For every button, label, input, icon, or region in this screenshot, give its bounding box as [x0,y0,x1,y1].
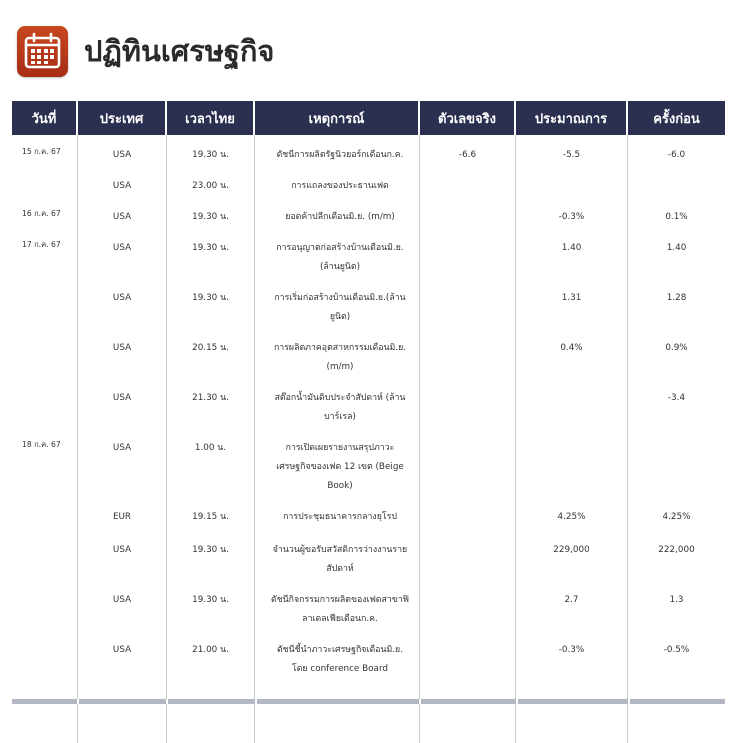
cell-date [12,278,78,328]
empty-cell [628,681,725,743]
cell-date [12,580,78,630]
cell-actual [420,166,516,197]
column-header-forecast: ประมาณการ [516,101,628,135]
cell-actual [420,530,516,580]
cell-event [255,328,420,378]
cell-actual [420,378,516,428]
empty-cell [78,681,167,743]
cell-country: USA [78,580,167,630]
event-text: การอนุญาตก่อสร้างบ้านเดือนมิ.ย.(ล้านยูนิต) [276,243,404,272]
cell-previous: 1.28 [666,293,687,303]
cell-forecast: -5.5 [516,135,628,166]
empty-cell [516,681,628,743]
cell-time: 19.30 น. [167,228,255,278]
page-title: ปฏิทินเศรษฐกิจ [84,34,275,68]
table-row [12,530,725,580]
cell-event [255,497,420,530]
cell-actual [420,328,516,378]
event-text: การเปิดเผยรายงานสรุปภาวะเศรษฐกิจของเฟด 12 เขต (Beige Book) [276,443,404,491]
cell-event [255,166,420,197]
economic-calendar-table [12,101,725,705]
cell-forecast: 1.31 [516,278,628,328]
empty-cell [12,681,78,743]
cell-date [12,166,78,197]
table-row [12,278,725,328]
cell-time: 21.30 น. [167,378,255,428]
cell-actual [420,428,516,497]
cell-country: USA [78,166,167,197]
event-text: ดัชนีชี้นำภาวะเศรษฐกิจเดือนมิ.ย. โดย conference Board [276,645,404,674]
cell-event [255,530,420,580]
cell-forecast [516,428,628,497]
empty-cell [255,681,420,743]
column-header-previous: ครั้งก่อน [628,101,725,135]
cell-event [255,378,420,428]
table-row [12,166,725,197]
cell-time: 20.15 น. [167,328,255,378]
column-header-country: ประเทศ [78,101,167,135]
cell-date [12,530,78,580]
cell-forecast: -0.3% [516,197,628,228]
cell-previous: 1.40 [666,243,687,253]
event-text: ยอดค้าปลีกเดือนมิ.ย. (m/m) [285,212,395,222]
cell-event [255,197,420,228]
cell-country: USA [78,135,167,166]
table-row [12,228,725,278]
column-header-actual: ตัวเลขจริง [420,101,516,135]
event-text: การประชุมธนาคารกลางยุโรป [283,512,397,522]
cell-event [255,630,420,681]
event-text: การเริ่มก่อสร้างบ้านเดือนมิ.ย.(ล้านยูนิต) [274,293,406,322]
cell-date [12,378,78,428]
cell-previous: 222,000 [658,545,695,555]
cell-previous: 0.9% [665,343,688,353]
cell-country: USA [78,378,167,428]
table-row [12,135,725,166]
cell-country: USA [78,530,167,580]
cell-previous: 1.3 [669,595,684,605]
table-row [12,630,725,681]
cell-time: 19.30 น. [167,278,255,328]
calendar-icon [17,26,68,77]
cell-country: USA [78,428,167,497]
cell-forecast [516,378,628,428]
cell-event [255,228,420,278]
table-header-row [12,101,725,135]
cell-time: 23.00 น. [167,166,255,197]
event-text: ดัชนีกิจกรรมการผลิตของเฟดสาขาฟิลาเดลเฟียเดือนก.ค. [270,595,410,624]
cell-country: USA [78,328,167,378]
cell-time: 19.30 น. [167,580,255,630]
cell-time: 1.00 น. [167,428,255,497]
table-row [12,580,725,630]
event-text: สต๊อกน้ำมันดิบประจำสัปดาห์ (ล้านบาร์เรล) [274,393,406,422]
table-row [12,497,725,530]
cell-actual [420,197,516,228]
cell-country: USA [78,228,167,278]
table-row [12,197,725,228]
cell-previous: -3.4 [667,393,686,403]
cell-previous [628,166,725,197]
cell-time: 19.30 น. [167,530,255,580]
event-text: การแถลงของประธานเฟด [291,181,389,191]
cell-forecast: 0.4% [516,328,628,378]
cell-actual [420,278,516,328]
cell-actual [420,580,516,630]
cell-time: 19.30 น. [167,135,255,166]
cell-forecast: 229,000 [516,530,628,580]
cell-event [255,278,420,328]
column-header-time: เวลาไทย [167,101,255,135]
cell-forecast [516,166,628,197]
table-row [12,328,725,378]
cell-previous: 0.1% [665,212,688,222]
page-header [17,25,274,77]
cell-date [12,630,78,681]
cell-forecast: -0.3% [516,630,628,681]
cell-date [12,497,78,530]
cell-date: 17 ก.ค. 67 [12,228,78,278]
cell-actual: -6.6 [420,135,516,166]
cell-actual [420,228,516,278]
cell-time: 19.15 น. [167,497,255,530]
cell-time: 19.30 น. [167,197,255,228]
cell-time: 21.00 น. [167,630,255,681]
cell-date: 16 ก.ค. 67 [12,197,78,228]
table-row [12,378,725,428]
empty-cell [167,681,255,743]
cell-country: USA [78,278,167,328]
table-empty-row [12,681,725,743]
column-header-event: เหตุการณ์ [255,101,420,135]
column-header-date: วันที่ [12,101,78,135]
table-footer-bar [12,699,725,704]
cell-country: USA [78,630,167,681]
cell-forecast: 2.7 [516,580,628,630]
cell-forecast: 1.40 [516,228,628,278]
cell-previous: 4.25% [662,512,691,522]
cell-country: USA [78,197,167,228]
cell-previous: -0.5% [663,645,690,655]
cell-date: 15 ก.ค. 67 [12,135,78,166]
cell-actual [420,630,516,681]
cell-event [255,135,420,166]
cell-event [255,580,420,630]
event-text: จำนวนผู้ขอรับสวัสดิการว่างงานรายสัปดาห์ [272,545,408,574]
event-text: ดัชนีการผลิตรัฐนิวยอร์กเดือนก.ค. [276,150,404,160]
empty-cell [420,681,516,743]
cell-country: EUR [78,497,167,530]
table-row [12,428,725,497]
cell-previous [628,428,725,497]
cell-event [255,428,420,497]
cell-date: 18 ก.ค. 67 [12,428,78,497]
event-text: การผลิตภาคอุตสาหกรรมเดือนมิ.ย.(m/m) [273,343,407,372]
cell-previous: -6.0 [667,150,686,160]
cell-forecast: 4.25% [516,497,628,530]
cell-date [12,328,78,378]
cell-actual [420,497,516,530]
